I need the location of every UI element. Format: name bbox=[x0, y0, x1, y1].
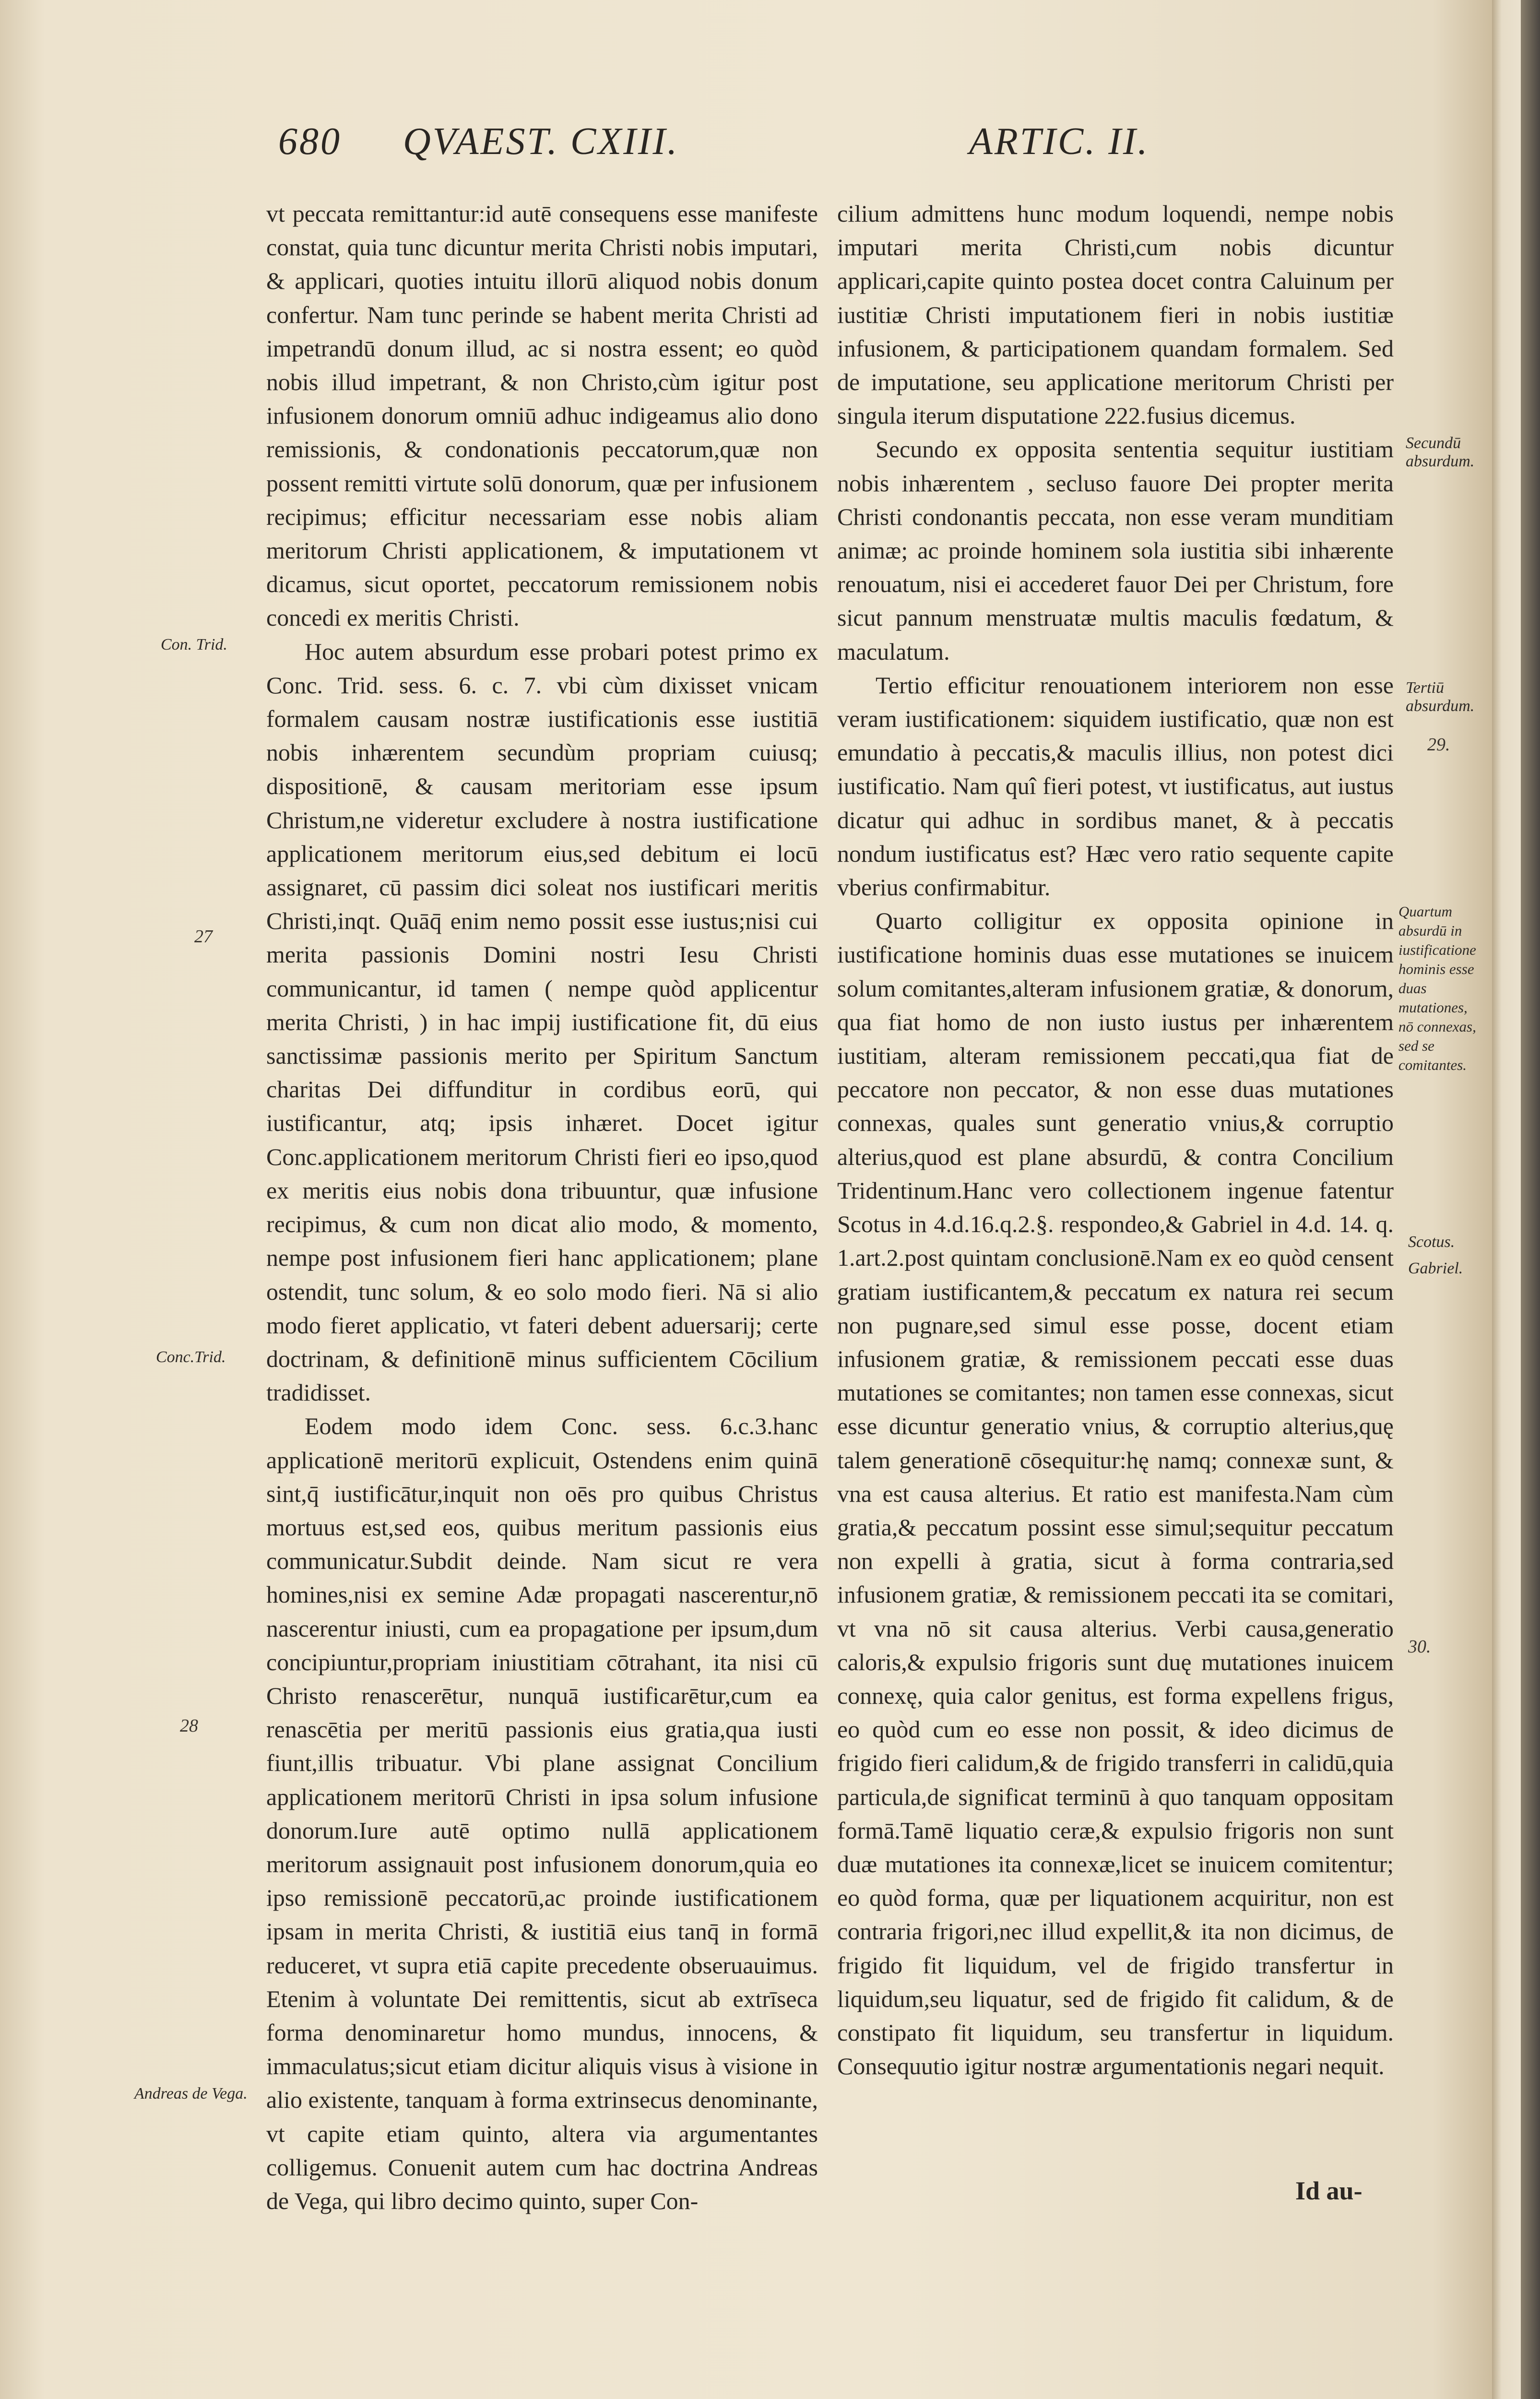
running-head-articulus: ARTIC. II. bbox=[969, 120, 1149, 163]
paragraph: vt peccata remittantur:id autē consequens esse manifeste constat, quia tunc dicuntur merita Christi nobis imputari, & applicari, quoties intuitu illorū aliquod nobis donum confertur. Nam tunc perinde se habent merita Christi ad impetrandū donum illud, ac si nostra essent; eo quòd nobis illud impetrant, & non Christo,cùm igitur post infusionem donorum omniū adhuc indigeamus alio dono remissionis, & condonationis peccatorum,quæ non possent remitti virtute solū donorum, quæ per infusionem recipimus; efficitur necessariam esse nobis aliam meritorum Christi applicationem, & imputationem vt dicamus, sicut oportet, peccatorum remissionem nobis concedi ex meritis Christi. bbox=[266, 200, 818, 631]
margin-number: 27 bbox=[194, 926, 213, 947]
margin-number: 30. bbox=[1408, 1637, 1431, 1657]
margin-note-quartum: Quartum absurdū in iustificatione hominis esse duas mutationes, nō connexas, sed se comitantes. bbox=[1398, 903, 1476, 1073]
paragraph: cilium admittens hunc modum loquendi, nempe nobis imputari merita Christi,cum nobis dicuntur applicari,capite quinto postea docet contra Caluinum per iustitiæ Christi imputationem fieri in nobis iustitiæ infusionem, & participationem quandam formalem. Sed de imputatione, seu applicatione meritorum Christi per singula iterum disputatione 222.fusius dicemus. bbox=[837, 200, 1394, 429]
running-head-quaestio: QVAEST. CXIII. bbox=[403, 120, 679, 163]
margin-number: 29. bbox=[1427, 735, 1450, 755]
paragraph: Tertio efficitur renouationem interiorem non esse veram iustificationem: siquidem iustificatio, quæ non est emundatio à peccatis,& maculis illius, non potest dici iustificatio. Nam quî fieri potest, vt iustificatus, aut iustus dicatur qui adhuc in sordibus manet, & à peccatis nondum iustificatus est? Hæc vero ratio sequente capite vberius confirmabitur. bbox=[837, 671, 1394, 901]
catchword: Id au- bbox=[1295, 2176, 1362, 2205]
paragraph: Quarto colligitur ex opposita opinione in iustificatione hominis duas esse mutationes se inuicem solum comitantes,alteram infusionem gratiæ, & donorum, qua fiat homo de non iusto iustus per inhærentem iustitiam, alteram remissionem peccati,qua fiat de peccatore non peccator, & non esse duas mutationes connexas, quales sunt generatio vnius,& corruptio alterius,quod est plane absurdū, & contra Concilium Tridentinum.Hanc vero collectionem ingenue fatentur Scotus in 4.d.16.q.2.§. respondeo,& Gabriel in 4.d. 14. q. 1.art.2.post quintam conclusionē.Nam ex eo quòd censent gratiam iustificantem,& peccatum ex natura rei secum non pugnare,sed simul esse posse, docent etiam infusionem gratiæ, & remissionem peccati esse duas mutationes se comitantes; non tamen esse connexas, sicut esse dicuntur generatio vnius, & corruptio alterius,quę talem generationē cōsequitur:hę namq; connexæ sunt, & vna est causa alterius. Et ratio est manifesta.Nam cùm gratia,& peccatum possint esse simul;sequitur peccatum non expelli à gratia, sicut à forma contraria,sed infusionem gratiæ, & remissionem peccati ita se comitari, vt vna nō sit causa alterius. Verbi causa,generatio caloris,& expulsio frigoris sunt duę mutationes inuicem connexę, quia calor genitus, est forma expellens frigus, eo quòd cum eo esse non possit, & ideo dicimus de frigido fieri calidum,& de frigido transferri in calidū,quia particula,de significat terminū à quo tanquam oppositam formā.Tamē liquatio ceræ,& expulsio frigoris non sunt duæ mutationes ita connexæ,licet se inuicem comitentur; eo quòd forma, quæ per liquationem acquiritur, non est contraria frigori,nec illud expellit,& ita non dicimus, de frigido fit liquidum, vel de frigido transfertur in liquidum,seu liquatur, sed de frigido fit calidum, & de constipato fit liquidum, seu transfertur in liquidum. Consequutio igitur nostræ argumentationis negari nequit. bbox=[837, 907, 1394, 2080]
book-binding bbox=[1521, 0, 1540, 2399]
margin-note-gabriel: Gabriel. bbox=[1408, 1259, 1463, 1277]
paragraph: Eodem modo idem Conc. sess. 6.c.3.hanc applicationē meritorū explicuit, Ostendens enim quinā sint,q̄ iustificātur,inquit non oēs pro quibus Christus mortuus est,sed eos, quibus meritum passionis eius communicatur.Subdit deinde. Nam sicut re vera homines,nisi ex semine Adæ propagati nascerentur,nō nascerentur iniusti, cum ea propagatione per ipsum,dum concipiuntur,propriam iniustitiam cōtrahant, ita nisi cū Christo renascerētur, nunquā iustificarētur,cum ea renascētia per meritū passionis eius gratia,qua iusti fiunt,illis tribuatur. Vbi plane assignat Concilium applicationem meritorū Christi in ipsa solum infusione donorum.Iure autē optimo nullā applicationem meritorum assignauit post infusionem donorum,quia eo ipso remissionē peccatorū,ac proinde iustificationem ipsam in merita Christi, & iustitiā eius tanq̄ in formā reduceret, vt supra etiā capite precedente obseruauimus. Etenim à voluntate Dei remittentis, sicut ab extrīseca forma denominaretur homo mundus, innocens, & immaculatus;sicut etiam dicitur aliquis visus à visione in alio existente, tanquam à forma extrinsecus denominante, vt capite etiam quinto, altera via argumentantes colligemus. Conuenit autem cum hac doctrina Andreas de Vega, qui libro decimo quinto, super Con- bbox=[266, 1413, 818, 2214]
page-number: 680 bbox=[278, 120, 342, 163]
margin-note-andreas-de-vega: Andreas de Vega. bbox=[134, 2085, 248, 2102]
margin-note-scotus: Scotus. bbox=[1408, 1233, 1455, 1251]
paragraph: Hoc autem absurdum esse probari potest primo ex Conc. Trid. sess. 6. c. 7. vbi cùm dixisset vnicam formalem causam nostræ iustificationis esse iustitiā nobis inhærentem secundùm propriam cuiusq; dispositionē, & causam meritoriam esse ipsum Christum,ne videretur excludere à nostra iustificatione applicationem meritorum eius,sed debitum ei locū assignaret, cū passim dici soleat nos iustificari meritis Christi,inqt. Quāq̄ enim nemo possit esse iustus;nisi cui merita passionis Domini nostri Iesu Christi communicantur, id tamen ( nempe quòd applicentur merita Christi, ) in hac impij iustificatione fit, dū eius sanctissimæ passionis merito per Spiritum Sanctum charitas Dei diffunditur in cordibus eorū, qui iustificantur, atq; ipsis inhæret. Docet igitur Conc.applicationem meritorum Christi fieri eo ipso,quod ex meritis eius nobis dona tribuuntur, quæ infusione recipimus, & cum non dicat alio modo, & momento, nempe post infusionem fieri hanc applicationem; plane ostendit, tunc solum, & eo solo modo fieri. Nā si alio modo fieret applicatio, vt fateri debent aduersarij; certe doctrinam, & definitionē minus sufficientem Cōcilium tradidisset. bbox=[266, 638, 818, 1406]
left-text-column bbox=[266, 197, 818, 2218]
right-text-column bbox=[837, 197, 1394, 2083]
margin-note-conc-trid: Conc.Trid. bbox=[156, 1348, 226, 1366]
margin-number: 28 bbox=[180, 1716, 198, 1736]
margin-note-secundum: Secundū absurdum. bbox=[1406, 434, 1475, 470]
margin-note-tertium: Tertiū absurdum. bbox=[1406, 679, 1475, 715]
margin-note-con-trid: Con. Trid. bbox=[161, 636, 227, 653]
paragraph: Secundo ex opposita sententia sequitur iustitiam nobis inhærentem , secluso fauore Dei propter merita Christi condonantis peccata, non esse veram munditiam animæ; ac proinde hominem sola iustitia sibi inhærente renouatum, nisi ei accederet fauor Dei per Christum, fore sicut pannum menstruatæ multis maculis fœdatum, & maculatum. bbox=[837, 436, 1394, 665]
